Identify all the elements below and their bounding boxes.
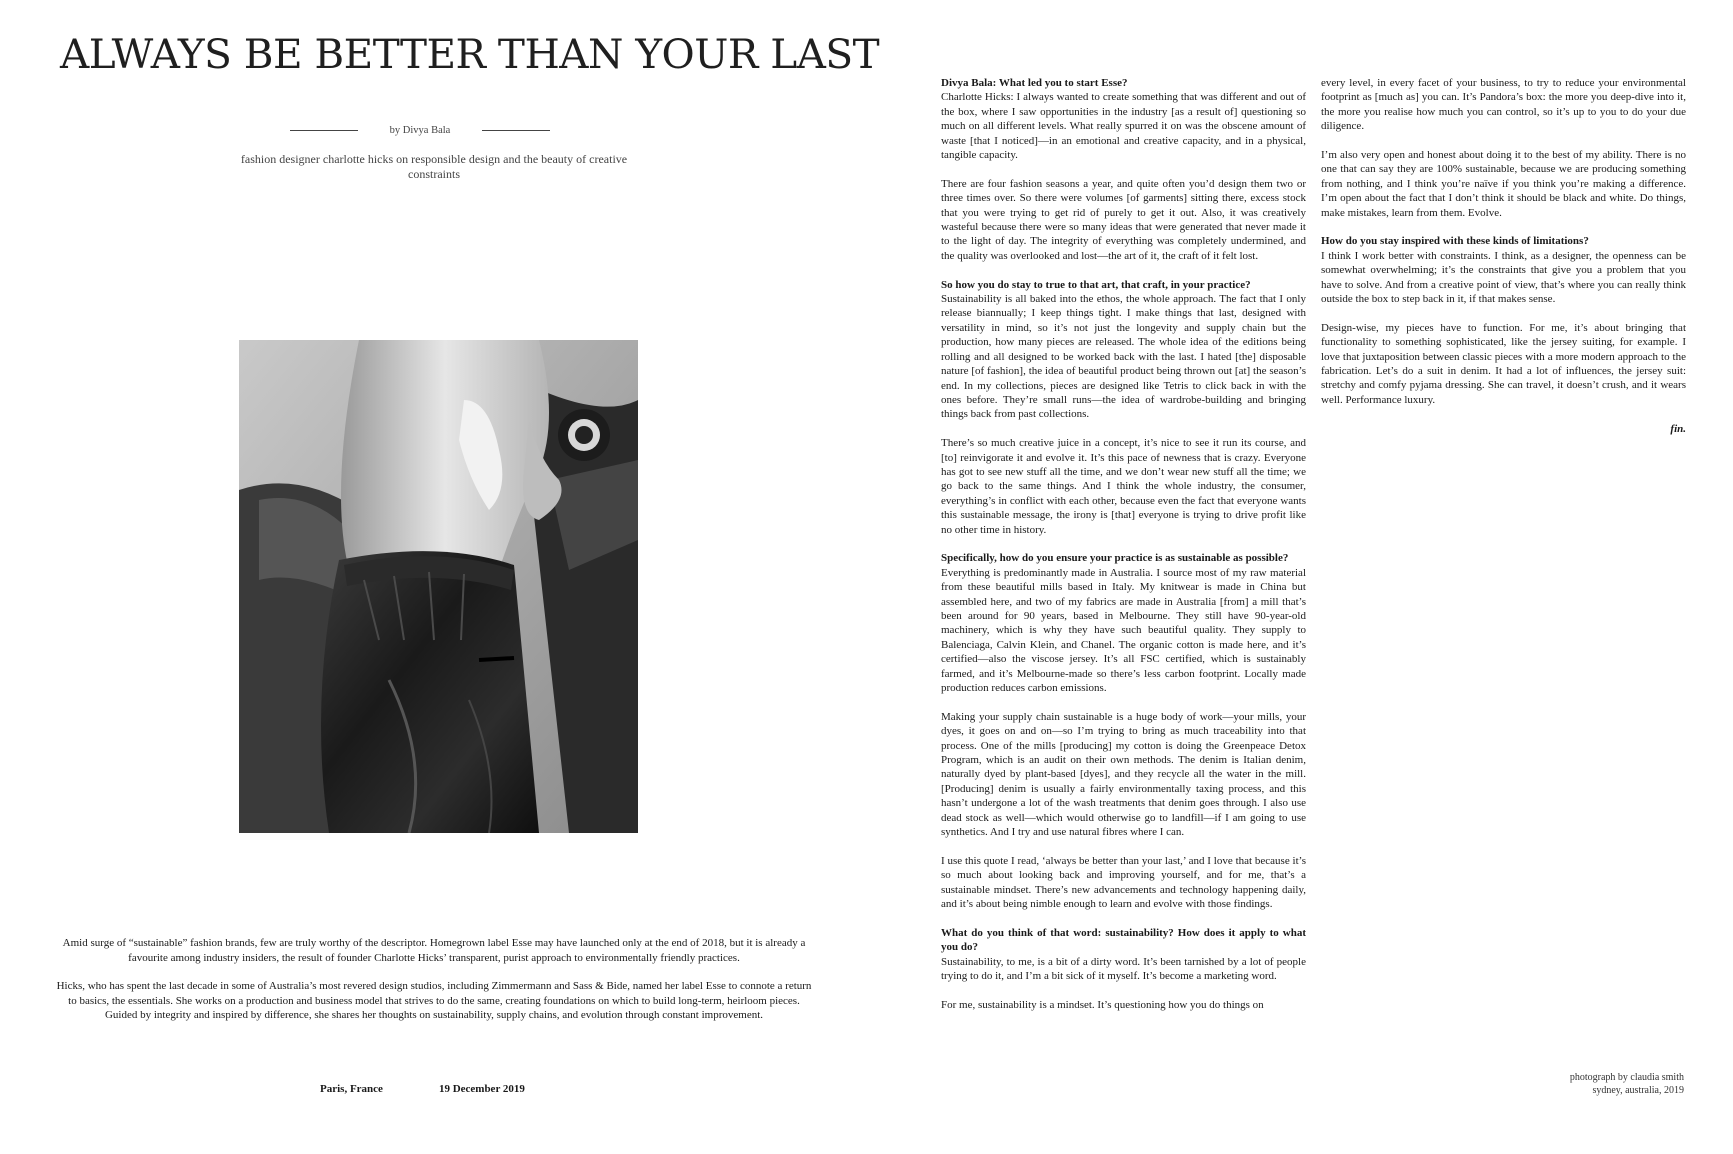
interview-answer: Design-wise, my pieces have to function. For me, it’s about bringing that functionality to something sophisticated, like the jersey suiting, for example. I love that juxtaposition between classic pieces with a more modern approach to the fabrication. Let’s do a suit in denim. It had a lot of influences, the jersey suit: stretchy and comfy pyjama dressing. She can travel, it doesn’t crush, and it wears well. Performance luxury. — [1321, 321, 1686, 406]
article-title: ALWAYS BE BETTER THAN YOUR LAST — [60, 30, 880, 78]
interview-answer: There’s so much creative juice in a concept, it’s nice to see it run its course, and [to] reinvigorate it and evolve it. It’s this pace of newness that is crazy. Everyone has got to see new stuff all the time, and we don’t wear new stuff all the time; we go back to the same things. And I think the whole industry, the consumer, everything’s in conflict with each other, because even the fact that everyone wants this sustainable message, the irony is [that] everyone is trying to drive profit like no other time in history. — [941, 437, 1306, 536]
article-intro — [56, 936, 812, 1037]
dateline-location: Paris, France — [320, 1083, 383, 1095]
interview-column-2 — [1321, 76, 1686, 450]
interview-answer: I use this quote I read, ‘always be better than your last,’ and I love that because it’s so much about looking back and improving yourself, and for me, that’s a sustainable mindset. There’s new advancements and technology happening daily, and it’s about being nimble enough to learn and evolve with those findings. — [941, 854, 1306, 911]
byline-rule-left — [290, 130, 358, 131]
interview-answer: Making your supply chain sustainable is a huge body of work—your mills, your dyes, it goes on and on—so I’m trying to bring as much traceability into that process. One of the mills [producing] my cotton is doing the Greenpeace Detox Program, which is an audit on their own methods. The denim is Italian denim, naturally dyed by plant-based [dyes], and they recycle all the water in the mill. [Producing] denim is usually a fairly environmentally taxing process, and this hasn’t undergone a lot of the wash treatments that denim goes through. I also use dead stock as well—which would otherwise go to landfill—if I am going to use synthetics. And I try and use natural fibres where I can. — [941, 710, 1306, 839]
interview-question: How do you stay inspired with these kinds of limitations? — [1321, 235, 1589, 248]
interview-question: Specifically, how do you ensure your practice is as sustainable as possible? — [941, 552, 1289, 565]
interview-question: So how you do stay to true to that art, that craft, in your practice? — [941, 278, 1251, 291]
byline-rule-right — [482, 130, 550, 131]
interview-column-1 — [941, 76, 1306, 1027]
interview-answer: every level, in every facet of your business, to try to reduce your environmental footprint as [much as] you can. It’s Pandora’s box: the more you deep-dive into it, the more you realise how much you can control, so it’s up to you to do your due diligence. — [1321, 77, 1686, 133]
intro-paragraph: Hicks, who has spent the last decade in some of Australia’s most revered design studios, including Zimmermann and Sass & Bide, named her label Esse to connote a return to basics, the essentials. She works on a production and business model that strives to do the same, creating foundations on which to build long-term, heirloom pieces. Guided by integrity and inspired by difference, she shares her thoughts on sustainability, supply chains, and evolution through constant improvement. — [56, 980, 812, 1021]
byline — [270, 120, 570, 140]
interview-answer: I’m also very open and honest about doing it to the best of my ability. There is no one that can say they are 100% sustainable, because we are producing something from nothing, and I think you’re naïve if you think you’re making a difference. I’m open about the fact that I don’t think it should be black and white. Do things, make mistakes, learn from them. Evolve. — [1321, 149, 1686, 219]
intro-paragraph: Amid surge of “sustainable” fashion brands, few are truly worthy of the descriptor. Homegrown label Esse may have launched only at the end of 2018, but it is already a favourite among industry insiders, the result of founder Charlotte Hicks’ transparent, purist approach to environmentally friendly practices. — [62, 937, 806, 964]
portrait-photo — [239, 340, 638, 833]
photo-credit-line: photograph by claudia smith — [1569, 1072, 1684, 1083]
interview-question: Divya Bala: What led you to start Esse? — [941, 77, 1128, 89]
interview-answer: Sustainability, to me, is a bit of a dirty word. It’s been tarnished by a lot of people trying to do it, and I’m a bit sick of it myself. It’s become a marketing word. — [941, 955, 1306, 983]
interview-question: What do you think of that word: sustainability? How does it apply to what you do? — [941, 926, 1306, 954]
interview-answer: Everything is predominantly made in Australia. I source most of my raw material from these beautiful mills based in Italy. My knitwear is made in China but assembled here, and two of my fabrics are made in Australia [from] a mill that’s been around for 90 years, based in Melbourne. They still have 90-year-old machinery, which is why they have such beautiful quality. They supply to Balenciaga, Calvin Klein, and Chanel. The organic cotton is made here, and it’s certified—also the viscose jersey. It’s all FSC certified, which is sustainably farmed, and it’s Melbourne-made so there’s less carbon footprint. Locally made production reduces carbon emissions. — [941, 566, 1306, 694]
dateline-date: 19 December 2019 — [438, 1083, 525, 1095]
photo-credit — [1441, 1072, 1684, 1097]
photo-credit-line: sydney, australia, 2019 — [1592, 1084, 1684, 1096]
interview-answer: I think I work better with constraints. I think, as a designer, the openness can be somewhat overwhelming; it’s the constraints that give you a problem that you have to solve. And from a creative point of view, that’s where you can really think outside the box to step back in it, if that makes sense. — [1321, 249, 1686, 306]
dateline — [320, 1083, 580, 1099]
interview-answer: For me, sustainability is a mindset. It’s questioning how you do things on — [941, 998, 1264, 1011]
end-mark: fin. — [1670, 422, 1686, 435]
interview-answer: There are four fashion seasons a year, and quite often you’d design them two or three times over. So there were volumes [of garments] sitting there, excess stock that you were trying to get rid of purely to get it out. Also, it was creatively wasteful because there were so many ideas that were generated that never made it to the light of day. The integrity of everything was completely undermined, and the quality was overlooked and lost—the art of it, the craft of it felt lost. — [941, 177, 1306, 262]
byline-text: by Divya Bala — [389, 124, 451, 136]
article-deck: fashion designer charlotte hicks on responsible design and the beauty of creative constraints — [240, 152, 628, 181]
photo-illustration — [239, 340, 638, 833]
interview-answer: Sustainability is all baked into the ethos, the whole approach. The fact that I only release biannually; I keep things tight. I make things that last, designed with versatility in mind, so it’s not just the longevity and supply chain but the production, how many pieces are released. The whole idea of the editions being rolling and all designed to be worked back with the last. I hated [the] disposable nature [of fashion], the idea of beautiful product being thrown out [at] the season’s end. In my collections, pieces are designed like Tetris to click back in with the ones before. They’re small runs—the idea of wardrobe-building and bringing things back from past collections. — [941, 293, 1306, 421]
interview-answer: Charlotte Hicks: I always wanted to create something that was different and out of the box, where I saw opportunities in the industry [as a result of] questioning so much on all different levels. What really spurred it on was the obscene amount of waste [that I noticed]—in an emotional and creative capacity, and in a physical, tangible capacity. — [941, 91, 1306, 162]
